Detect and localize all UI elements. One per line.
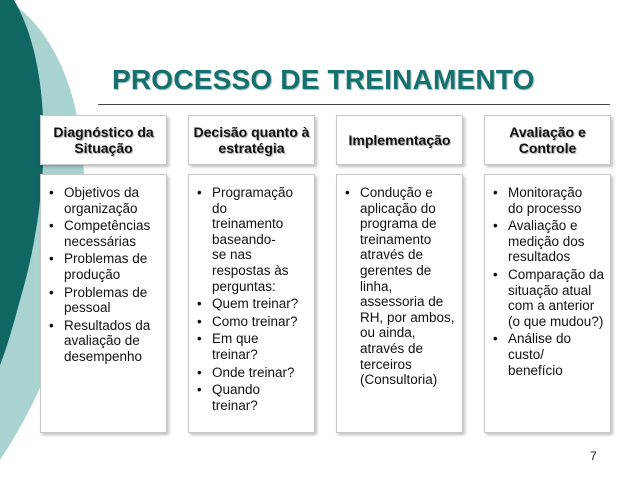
column-heading: Diagnóstico da Situação — [40, 115, 167, 165]
list-item: • Problemas de pessoal — [49, 285, 162, 316]
column-implementacao — [336, 115, 463, 433]
column-estrategia — [188, 115, 315, 433]
list-item: • Objetivos da organização — [49, 185, 162, 216]
page-title: PROCESSO DE TREINAMENTO — [112, 64, 535, 95]
list-item: • Problemas de produção — [49, 251, 162, 282]
list-item: • Em que treinar? — [197, 331, 310, 362]
list-item: • Onde treinar? — [197, 365, 310, 381]
list-item: • Quem treinar? — [197, 296, 310, 312]
column-heading: Decisão quanto à estratégia — [188, 115, 315, 165]
list-item: • Programação do treinamento baseando-se nas respostas às perguntas: — [197, 185, 310, 294]
list-item: • Quando treinar? — [197, 382, 310, 413]
list-item: • Avaliação e medição dos resultados — [493, 218, 606, 265]
list-item: • Monitoração do processo — [493, 185, 606, 216]
list-item: • Resultados da avaliação de desempenho — [49, 318, 162, 365]
list-item: • Análise do custo/ benefício — [493, 331, 606, 378]
column-body — [40, 174, 167, 433]
column-heading: Avaliação e Controle — [484, 115, 611, 165]
page-number: 7 — [590, 449, 597, 463]
list-item: • Competências necessárias — [49, 218, 162, 249]
column-heading: Implementação — [336, 115, 463, 165]
list-item: • Comparação da situação atual com a anterior (o que mudou?) — [493, 267, 606, 329]
column-avaliacao — [484, 115, 611, 433]
column-diagnostico — [40, 115, 167, 433]
list-item: • Como treinar? — [197, 314, 310, 330]
list-item: • Condução e aplicação do programa de treinamento através de gerentes de linha, assessoria de RH, por ambos, ou ainda, através de terceiros (Consultoria) — [345, 185, 458, 388]
title-divider — [98, 104, 610, 105]
column-body — [484, 174, 611, 433]
column-body — [336, 174, 463, 433]
column-body — [188, 174, 315, 433]
